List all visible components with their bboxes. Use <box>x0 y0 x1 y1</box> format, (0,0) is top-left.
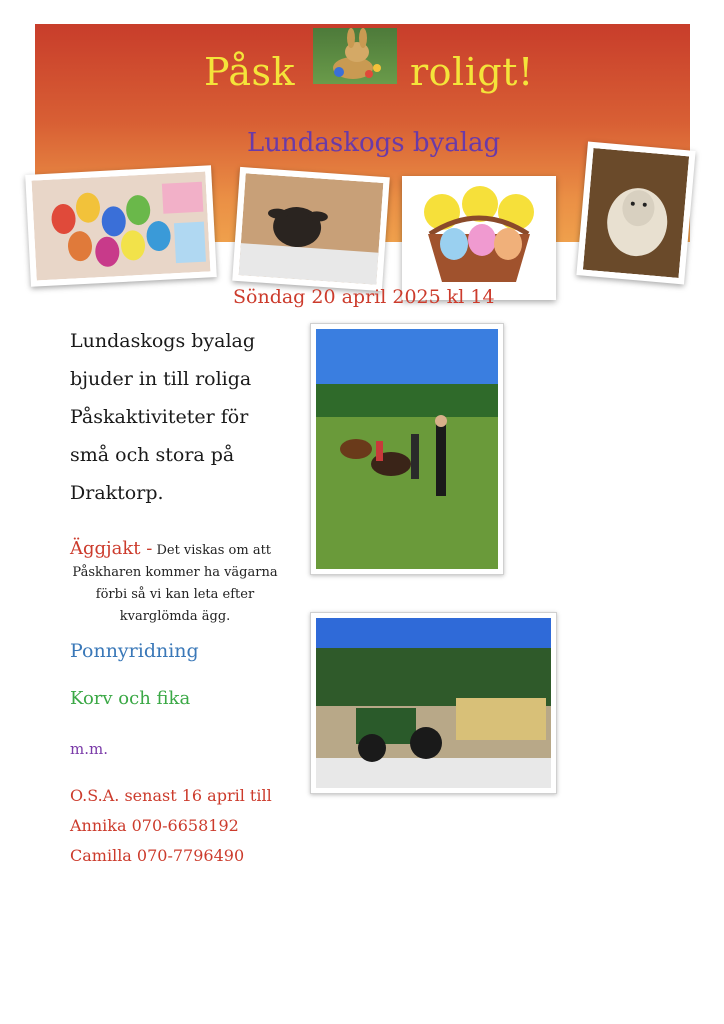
easter-bunny-image <box>313 28 397 84</box>
photo-easter-basket <box>402 176 556 300</box>
egg-hunt-section <box>70 538 280 628</box>
photo-goat-black <box>232 167 390 291</box>
event-date: Söndag 20 april 2025 kl 14 <box>233 286 495 308</box>
activity-more: m.m. <box>70 740 108 758</box>
photo-colored-eggs <box>25 165 217 287</box>
organizer-subtitle: Lundaskogs byalag <box>247 128 501 158</box>
rsvp-contact-camilla: Camilla 070-7796490 <box>70 846 245 865</box>
activity-pony-riding: Ponnyridning <box>70 640 199 662</box>
egg-hunt-label: Äggjakt - <box>70 538 153 559</box>
photo-tractor-hay <box>310 612 557 794</box>
title-left: Påsk <box>204 50 296 94</box>
rsvp-contact-annika: Annika 070-6658192 <box>70 816 239 835</box>
title-right: roligt! <box>410 50 534 94</box>
photo-lamb <box>576 142 695 285</box>
rsvp-line: O.S.A. senast 16 april till <box>70 786 272 805</box>
egg-hunt-text-1: Det viskas om att <box>156 543 272 558</box>
invitation-text: Lundaskogs byalag bjuder in till roliga Påskaktiviteter för små och stora på Draktorp. <box>70 330 256 504</box>
egg-hunt-text-2: Påskharen kommer ha vägarna förbi så vi kan leta efter kvarglömda ägg. <box>72 565 278 624</box>
photo-pony-riding <box>310 323 504 575</box>
activity-sausage-coffee: Korv och fika <box>70 688 191 709</box>
